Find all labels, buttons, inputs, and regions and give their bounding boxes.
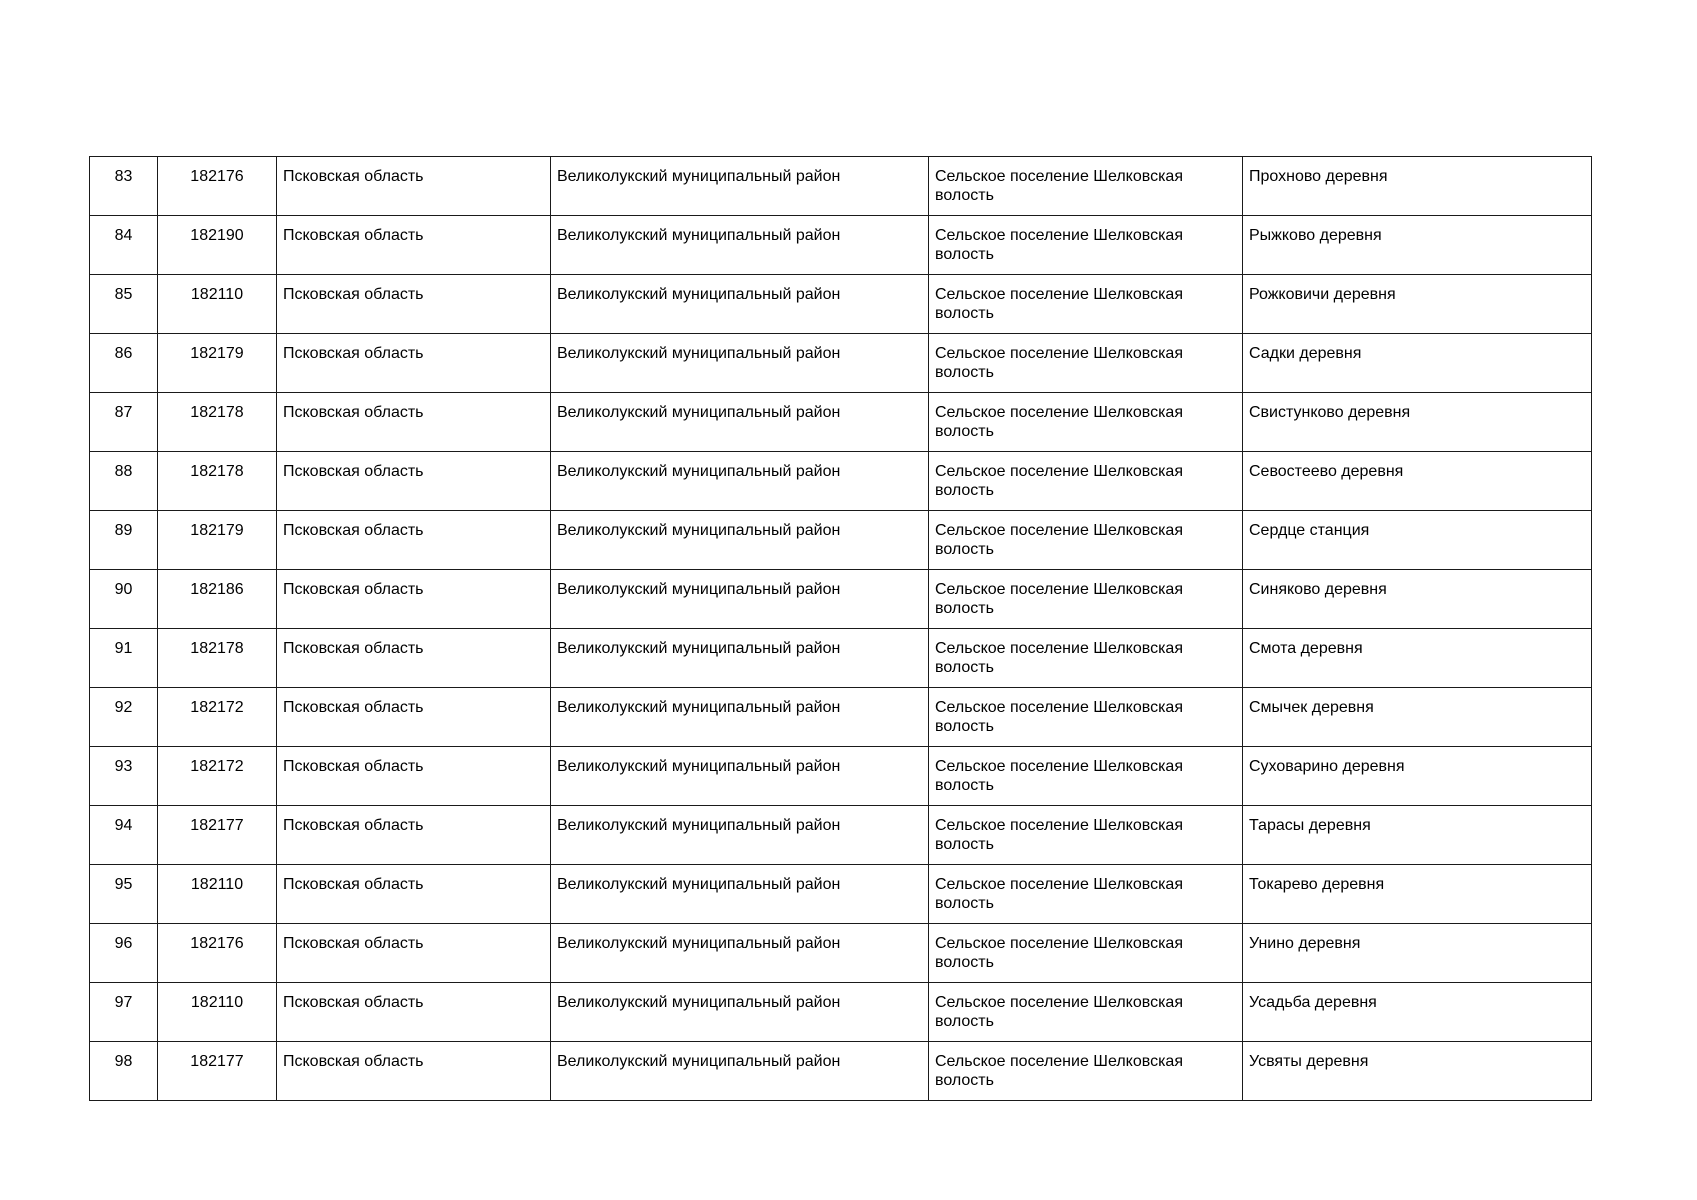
postal-code-cell: 182172 bbox=[158, 747, 277, 806]
postal-code-cell: 182190 bbox=[158, 216, 277, 275]
settlement-cell: Сельское поселение Шелковская волость bbox=[929, 216, 1243, 275]
row-number-cell: 94 bbox=[90, 806, 158, 865]
row-number-cell: 85 bbox=[90, 275, 158, 334]
row-number-cell: 95 bbox=[90, 865, 158, 924]
table-row bbox=[90, 393, 1592, 452]
locality-cell: Тарасы деревня bbox=[1243, 806, 1592, 865]
locality-cell: Суховарино деревня bbox=[1243, 747, 1592, 806]
settlement-cell: Сельское поселение Шелковская волость bbox=[929, 334, 1243, 393]
row-number-cell: 98 bbox=[90, 1042, 158, 1101]
settlement-cell: Сельское поселение Шелковская волость bbox=[929, 452, 1243, 511]
settlement-cell: Сельское поселение Шелковская волость bbox=[929, 1042, 1243, 1101]
postal-code-cell: 182179 bbox=[158, 511, 277, 570]
district-cell: Великолукский муниципальный район bbox=[551, 570, 929, 629]
postal-code-cell: 182178 bbox=[158, 629, 277, 688]
settlement-cell: Сельское поселение Шелковская волость bbox=[929, 275, 1243, 334]
district-cell: Великолукский муниципальный район bbox=[551, 983, 929, 1042]
region-cell: Псковская область bbox=[277, 688, 551, 747]
postal-code-cell: 182110 bbox=[158, 983, 277, 1042]
locality-cell: Смота деревня bbox=[1243, 629, 1592, 688]
table-row bbox=[90, 275, 1592, 334]
region-cell: Псковская область bbox=[277, 924, 551, 983]
district-cell: Великолукский муниципальный район bbox=[551, 688, 929, 747]
table-row bbox=[90, 629, 1592, 688]
region-cell: Псковская область bbox=[277, 511, 551, 570]
region-cell: Псковская область bbox=[277, 393, 551, 452]
postal-code-cell: 182186 bbox=[158, 570, 277, 629]
region-cell: Псковская область bbox=[277, 334, 551, 393]
district-cell: Великолукский муниципальный район bbox=[551, 393, 929, 452]
table-row bbox=[90, 688, 1592, 747]
settlement-cell: Сельское поселение Шелковская волость bbox=[929, 924, 1243, 983]
locality-cell: Садки деревня bbox=[1243, 334, 1592, 393]
region-cell: Псковская область bbox=[277, 747, 551, 806]
table-row bbox=[90, 747, 1592, 806]
locality-cell: Смычек деревня bbox=[1243, 688, 1592, 747]
district-cell: Великолукский муниципальный район bbox=[551, 157, 929, 216]
table-row bbox=[90, 1042, 1592, 1101]
settlement-cell: Сельское поселение Шелковская волость bbox=[929, 629, 1243, 688]
district-cell: Великолукский муниципальный район bbox=[551, 275, 929, 334]
postal-code-cell: 182176 bbox=[158, 924, 277, 983]
region-cell: Псковская область bbox=[277, 275, 551, 334]
locality-cell: Сердце станция bbox=[1243, 511, 1592, 570]
settlement-cell: Сельское поселение Шелковская волость bbox=[929, 688, 1243, 747]
postal-code-cell: 182177 bbox=[158, 1042, 277, 1101]
locality-cell: Рожковичи деревня bbox=[1243, 275, 1592, 334]
table-row bbox=[90, 924, 1592, 983]
row-number-cell: 86 bbox=[90, 334, 158, 393]
locality-cell: Синяково деревня bbox=[1243, 570, 1592, 629]
district-cell: Великолукский муниципальный район bbox=[551, 511, 929, 570]
locality-table bbox=[89, 156, 1592, 1101]
settlement-cell: Сельское поселение Шелковская волость bbox=[929, 511, 1243, 570]
postal-code-cell: 182110 bbox=[158, 275, 277, 334]
row-number-cell: 84 bbox=[90, 216, 158, 275]
settlement-cell: Сельское поселение Шелковская волость bbox=[929, 157, 1243, 216]
settlement-cell: Сельское поселение Шелковская волость bbox=[929, 393, 1243, 452]
locality-cell: Севостеево деревня bbox=[1243, 452, 1592, 511]
locality-cell: Унино деревня bbox=[1243, 924, 1592, 983]
postal-code-cell: 182176 bbox=[158, 157, 277, 216]
district-cell: Великолукский муниципальный район bbox=[551, 216, 929, 275]
locality-table-body bbox=[90, 157, 1592, 1101]
district-cell: Великолукский муниципальный район bbox=[551, 747, 929, 806]
region-cell: Псковская область bbox=[277, 157, 551, 216]
postal-code-cell: 182179 bbox=[158, 334, 277, 393]
region-cell: Псковская область bbox=[277, 629, 551, 688]
row-number-cell: 92 bbox=[90, 688, 158, 747]
region-cell: Псковская область bbox=[277, 216, 551, 275]
table-row bbox=[90, 570, 1592, 629]
row-number-cell: 91 bbox=[90, 629, 158, 688]
row-number-cell: 97 bbox=[90, 983, 158, 1042]
district-cell: Великолукский муниципальный район bbox=[551, 452, 929, 511]
row-number-cell: 83 bbox=[90, 157, 158, 216]
region-cell: Псковская область bbox=[277, 1042, 551, 1101]
locality-cell: Токарево деревня bbox=[1243, 865, 1592, 924]
locality-cell: Усвяты деревня bbox=[1243, 1042, 1592, 1101]
settlement-cell: Сельское поселение Шелковская волость bbox=[929, 983, 1243, 1042]
district-cell: Великолукский муниципальный район bbox=[551, 334, 929, 393]
settlement-cell: Сельское поселение Шелковская волость bbox=[929, 570, 1243, 629]
district-cell: Великолукский муниципальный район bbox=[551, 1042, 929, 1101]
region-cell: Псковская область bbox=[277, 570, 551, 629]
settlement-cell: Сельское поселение Шелковская волость bbox=[929, 747, 1243, 806]
locality-cell: Свистунково деревня bbox=[1243, 393, 1592, 452]
locality-cell: Усадьба деревня bbox=[1243, 983, 1592, 1042]
row-number-cell: 88 bbox=[90, 452, 158, 511]
table-row bbox=[90, 157, 1592, 216]
postal-code-cell: 182172 bbox=[158, 688, 277, 747]
postal-code-cell: 182178 bbox=[158, 393, 277, 452]
region-cell: Псковская область bbox=[277, 865, 551, 924]
region-cell: Псковская область bbox=[277, 452, 551, 511]
district-cell: Великолукский муниципальный район bbox=[551, 806, 929, 865]
table-row bbox=[90, 865, 1592, 924]
table-row bbox=[90, 511, 1592, 570]
table-row bbox=[90, 452, 1592, 511]
district-cell: Великолукский муниципальный район bbox=[551, 865, 929, 924]
postal-code-cell: 182177 bbox=[158, 806, 277, 865]
locality-cell: Прохново деревня bbox=[1243, 157, 1592, 216]
settlement-cell: Сельское поселение Шелковская волость bbox=[929, 865, 1243, 924]
table-row bbox=[90, 983, 1592, 1042]
postal-code-cell: 182110 bbox=[158, 865, 277, 924]
district-cell: Великолукский муниципальный район bbox=[551, 924, 929, 983]
row-number-cell: 93 bbox=[90, 747, 158, 806]
table-row bbox=[90, 806, 1592, 865]
row-number-cell: 90 bbox=[90, 570, 158, 629]
settlement-cell: Сельское поселение Шелковская волость bbox=[929, 806, 1243, 865]
postal-code-cell: 182178 bbox=[158, 452, 277, 511]
district-cell: Великолукский муниципальный район bbox=[551, 629, 929, 688]
table-row bbox=[90, 334, 1592, 393]
row-number-cell: 87 bbox=[90, 393, 158, 452]
region-cell: Псковская область bbox=[277, 806, 551, 865]
row-number-cell: 96 bbox=[90, 924, 158, 983]
row-number-cell: 89 bbox=[90, 511, 158, 570]
table-row bbox=[90, 216, 1592, 275]
region-cell: Псковская область bbox=[277, 983, 551, 1042]
locality-cell: Рыжково деревня bbox=[1243, 216, 1592, 275]
